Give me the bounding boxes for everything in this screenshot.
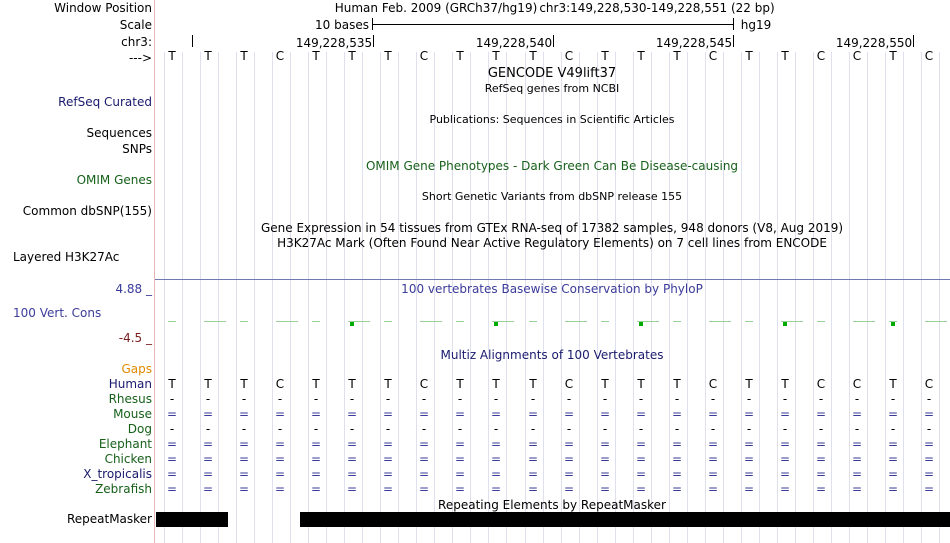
- scale-label: Scale: [119, 18, 152, 32]
- scale-bar-right-tick: [733, 18, 734, 30]
- alignment-base: T: [781, 377, 789, 391]
- window-position-label: Window Position: [54, 1, 152, 15]
- alignment-base: =: [310, 407, 322, 421]
- alignment-base: -: [674, 392, 680, 406]
- alignment-base: =: [238, 482, 250, 496]
- conservation-mark: [709, 321, 731, 322]
- sequence-base: T: [384, 49, 392, 63]
- alignment-base: =: [851, 452, 863, 466]
- alignment-base: C: [924, 377, 934, 391]
- alignment-base: =: [635, 437, 647, 451]
- alignment-base: =: [527, 452, 539, 466]
- alignment-base: -: [241, 422, 247, 436]
- alignment-base: =: [382, 482, 394, 496]
- gencode-track-title[interactable]: GENCODE V49lift37: [487, 66, 617, 81]
- conservation-mark: [276, 321, 298, 322]
- alignment-base: -: [602, 392, 608, 406]
- species-label[interactable]: Mouse: [113, 407, 152, 421]
- alignment-base: -: [566, 422, 572, 436]
- alignment-base: =: [779, 407, 791, 421]
- sequence-base: T: [348, 49, 356, 63]
- alignment-base: =: [166, 467, 178, 481]
- alignment-base: =: [887, 482, 899, 496]
- alignment-base: -: [890, 422, 896, 436]
- alignment-base: =: [887, 452, 899, 466]
- alignment-base: =: [851, 407, 863, 421]
- left-label-divider: [154, 0, 155, 543]
- alignment-base: -: [782, 422, 788, 436]
- alignment-base: C: [816, 377, 826, 391]
- conservation-point: [350, 322, 354, 326]
- species-label[interactable]: Elephant: [98, 437, 152, 451]
- alignment-base: =: [851, 467, 863, 481]
- alignment-base: =: [815, 482, 827, 496]
- alignment-base: =: [563, 437, 575, 451]
- gaps-label[interactable]: Gaps: [121, 362, 152, 376]
- sequence-base: C: [852, 49, 862, 63]
- ruler-label: 149,228,545: [655, 36, 733, 50]
- alignment-base: =: [599, 437, 611, 451]
- alignment-base: =: [202, 437, 214, 451]
- alignment-base: =: [310, 437, 322, 451]
- alignment-base: -: [854, 392, 860, 406]
- conservation-mark: [384, 321, 392, 322]
- alignment-base: =: [779, 452, 791, 466]
- conservation-mark: [745, 321, 753, 322]
- alignment-base: =: [274, 407, 286, 421]
- alignment-base: =: [527, 437, 539, 451]
- phylop-track-title[interactable]: 100 vertebrates Basewise Conservation by PhyloP: [401, 282, 703, 296]
- alignment-base: =: [454, 452, 466, 466]
- alignment-base: =: [346, 437, 358, 451]
- conservation-mark: [817, 321, 825, 322]
- alignment-base: T: [348, 377, 356, 391]
- alignment-base: =: [671, 437, 683, 451]
- alignment-base: =: [418, 437, 430, 451]
- alignment-base: =: [671, 482, 683, 496]
- alignment-base: =: [743, 407, 755, 421]
- conservation-mark: [925, 321, 947, 322]
- grid-line: [326, 52, 327, 543]
- alignment-base: =: [923, 467, 935, 481]
- alignment-base: -: [313, 422, 319, 436]
- alignment-base: =: [743, 467, 755, 481]
- species-label[interactable]: Chicken: [104, 452, 152, 466]
- grid-line: [182, 52, 183, 543]
- position-text: chr3:149,228,530-149,228,551 (22 bp): [539, 1, 775, 15]
- conservation-mark: [420, 321, 442, 322]
- alignment-base: =: [923, 437, 935, 451]
- alignment-base: =: [418, 467, 430, 481]
- alignment-base: =: [527, 482, 539, 496]
- alignment-base: =: [346, 482, 358, 496]
- grid-line: [939, 52, 940, 543]
- sequence-base: T: [637, 49, 645, 63]
- grid-line: [687, 52, 688, 543]
- alignment-base: -: [746, 392, 752, 406]
- alignment-base: =: [274, 452, 286, 466]
- alignment-base: =: [527, 467, 539, 481]
- conservation-mark: [673, 321, 681, 322]
- alignment-base: -: [926, 392, 932, 406]
- alignment-base: =: [202, 467, 214, 481]
- scale-bases-text: 10 bases: [315, 18, 369, 32]
- alignment-base: =: [382, 452, 394, 466]
- alignment-base: T: [240, 377, 248, 391]
- sequence-base: T: [889, 49, 897, 63]
- alignment-base: =: [707, 437, 719, 451]
- ruler-tick: [733, 35, 734, 47]
- alignment-base: -: [782, 392, 788, 406]
- db-name: hg19: [740, 18, 772, 32]
- sequence-base: T: [529, 49, 537, 63]
- alignment-base: =: [166, 437, 178, 451]
- alignment-base: =: [815, 452, 827, 466]
- alignment-base: T: [889, 377, 897, 391]
- alignment-base: =: [454, 482, 466, 496]
- sequence-base: C: [564, 49, 574, 63]
- alignment-base: T: [492, 377, 500, 391]
- alignment-base: =: [238, 452, 250, 466]
- alignment-base: T: [529, 377, 537, 391]
- alignment-base: -: [530, 422, 536, 436]
- publications-track-title[interactable]: Publications: Sequences in Scientific Articles: [429, 113, 675, 126]
- alignment-base: =: [743, 452, 755, 466]
- conservation-mark: [456, 321, 464, 322]
- alignment-base: =: [815, 437, 827, 451]
- sequence-base: T: [240, 49, 248, 63]
- cons-max-label: 4.88 _: [115, 282, 152, 296]
- repeatmasker-label[interactable]: RepeatMasker: [66, 512, 152, 526]
- scale-bar: [372, 24, 733, 25]
- alignment-base: =: [418, 482, 430, 496]
- alignment-base: -: [674, 422, 680, 436]
- scale-bar-left-tick: [372, 18, 373, 30]
- chrom-label: chr3:: [121, 35, 152, 49]
- conservation-point: [494, 322, 498, 326]
- alignment-base: -: [385, 422, 391, 436]
- alignment-base: =: [490, 482, 502, 496]
- alignment-base: -: [638, 392, 644, 406]
- alignment-base: T: [384, 377, 392, 391]
- alignment-base: -: [818, 392, 824, 406]
- vert-cons-label[interactable]: 100 Vert. Cons: [13, 306, 102, 320]
- gtex-track-title[interactable]: Gene Expression in 54 tissues from GTEx RNA-seq of 17382 samples, 948 donors (V8, Aug 2019): [260, 221, 844, 235]
- grid-line: [903, 52, 904, 543]
- alignment-base: =: [490, 452, 502, 466]
- alignment-base: -: [926, 422, 932, 436]
- alignment-base: -: [890, 392, 896, 406]
- species-label[interactable]: Zebrafish: [95, 482, 152, 496]
- alignment-base: =: [635, 452, 647, 466]
- track-separator: [155, 279, 950, 280]
- grid-line: [398, 52, 399, 543]
- cons-min-label: -4.5 _: [118, 331, 152, 345]
- alignment-base: -: [566, 392, 572, 406]
- alignment-base: -: [169, 392, 175, 406]
- alignment-base: =: [851, 437, 863, 451]
- alignment-base: =: [310, 467, 322, 481]
- alignment-base: =: [490, 437, 502, 451]
- alignment-base: =: [166, 482, 178, 496]
- ruler-label: 149,228,540: [475, 36, 553, 50]
- alignment-base: =: [346, 467, 358, 481]
- alignment-base: =: [274, 467, 286, 481]
- refseq-curated-label[interactable]: RefSeq Curated: [58, 95, 152, 109]
- grid-line: [218, 52, 219, 543]
- sequence-base: C: [275, 49, 285, 63]
- alignment-base: =: [382, 467, 394, 481]
- conservation-mark: [240, 321, 248, 322]
- refseq-track-title[interactable]: RefSeq genes from NCBI: [484, 82, 620, 95]
- alignment-base: =: [671, 467, 683, 481]
- species-label[interactable]: X_tropicalis: [83, 467, 152, 481]
- alignment-base: =: [346, 452, 358, 466]
- alignment-base: =: [779, 437, 791, 451]
- alignment-base: =: [887, 467, 899, 481]
- conservation-mark: [529, 321, 537, 322]
- alignment-base: C: [708, 377, 718, 391]
- sequence-base: T: [601, 49, 609, 63]
- alignment-base: -: [313, 392, 319, 406]
- alignment-base: =: [274, 437, 286, 451]
- snps-label[interactable]: SNPs: [122, 142, 152, 156]
- alignment-base: =: [707, 467, 719, 481]
- sequence-base: C: [816, 49, 826, 63]
- ruler-label: 149,228,535: [295, 36, 373, 50]
- alignment-base: =: [454, 467, 466, 481]
- alignment-base: =: [887, 407, 899, 421]
- conservation-point: [783, 322, 787, 326]
- alignment-base: =: [527, 407, 539, 421]
- sequence-base: C: [419, 49, 429, 63]
- alignment-base: -: [349, 422, 355, 436]
- ruler-tick: [553, 35, 554, 47]
- sequence-base: C: [708, 49, 718, 63]
- alignment-base: -: [530, 392, 536, 406]
- alignment-base: =: [166, 452, 178, 466]
- grid-line: [290, 52, 291, 543]
- conservation-point: [639, 322, 643, 326]
- conservation-mark: [565, 321, 587, 322]
- alignment-base: =: [923, 482, 935, 496]
- alignment-base: T: [673, 377, 681, 391]
- alignment-base: -: [710, 392, 716, 406]
- alignment-base: T: [745, 377, 753, 391]
- multiz-track-title[interactable]: Multiz Alignments of 100 Vertebrates: [440, 348, 664, 362]
- grid-line: [831, 52, 832, 543]
- conservation-mark: [312, 321, 320, 322]
- alignment-base: =: [671, 407, 683, 421]
- conservation-point: [891, 322, 895, 326]
- h3k27ac-track-title[interactable]: H3K27Ac Mark (Often Found Near Active Regulatory Elements) on 7 cell lines from ENCODE: [277, 236, 827, 250]
- alignment-base: =: [887, 437, 899, 451]
- alignment-base: =: [743, 482, 755, 496]
- alignment-base: =: [202, 452, 214, 466]
- sequences-label[interactable]: Sequences: [86, 126, 152, 140]
- alignment-base: =: [382, 407, 394, 421]
- grid-line: [723, 52, 724, 543]
- alignment-base: T: [312, 377, 320, 391]
- dbsnp-track-title[interactable]: Short Genetic Variants from dbSNP release 155: [421, 190, 683, 203]
- conservation-mark: [853, 321, 875, 322]
- alignment-base: =: [563, 452, 575, 466]
- omim-track-title[interactable]: OMIM Gene Phenotypes - Dark Green Can Be Disease-causing: [365, 159, 739, 173]
- sequence-base: T: [168, 49, 176, 63]
- layered-h3k27ac-label[interactable]: Layered H3K27Ac: [13, 250, 120, 264]
- sequence-base: C: [924, 49, 934, 63]
- alignment-base: -: [385, 392, 391, 406]
- grid-line: [254, 52, 255, 543]
- alignment-base: -: [277, 392, 283, 406]
- alignment-base: C: [275, 377, 285, 391]
- alignment-base: -: [854, 422, 860, 436]
- species-label[interactable]: Dog: [127, 422, 152, 436]
- alignment-base: =: [238, 467, 250, 481]
- ruler-label: 149,228,550: [835, 36, 913, 50]
- alignment-base: =: [599, 482, 611, 496]
- grid-line: [867, 52, 868, 543]
- sequence-base: T: [781, 49, 789, 63]
- alignment-base: -: [493, 422, 499, 436]
- sequence-base: T: [312, 49, 320, 63]
- alignment-base: =: [707, 482, 719, 496]
- alignment-base: =: [310, 482, 322, 496]
- conservation-mark: [601, 321, 609, 322]
- alignment-base: =: [238, 437, 250, 451]
- alignment-base: =: [563, 407, 575, 421]
- alignment-base: =: [779, 482, 791, 496]
- alignment-base: =: [743, 437, 755, 451]
- alignment-base: =: [346, 407, 358, 421]
- alignment-base: =: [851, 482, 863, 496]
- alignment-base: -: [169, 422, 175, 436]
- conservation-mark: [204, 321, 226, 322]
- alignment-base: =: [923, 452, 935, 466]
- alignment-base: C: [564, 377, 574, 391]
- alignment-base: -: [457, 422, 463, 436]
- alignment-base: -: [349, 392, 355, 406]
- repeat-element[interactable]: [156, 512, 228, 527]
- repeatmasker-track-title[interactable]: Repeating Elements by RepeatMasker: [438, 498, 666, 512]
- alignment-base: -: [638, 422, 644, 436]
- alignment-base: -: [421, 392, 427, 406]
- species-label[interactable]: Rhesus: [108, 392, 152, 406]
- alignment-base: -: [818, 422, 824, 436]
- strand-label[interactable]: --->: [128, 51, 152, 65]
- alignment-base: =: [635, 467, 647, 481]
- ruler-tick: [373, 35, 374, 47]
- alignment-base: =: [599, 467, 611, 481]
- alignment-base: =: [707, 407, 719, 421]
- alignment-base: -: [746, 422, 752, 436]
- alignment-base: =: [310, 452, 322, 466]
- alignment-base: =: [599, 452, 611, 466]
- alignment-base: -: [493, 392, 499, 406]
- repeat-element[interactable]: [300, 512, 950, 527]
- alignment-base: C: [419, 377, 429, 391]
- alignment-base: =: [454, 437, 466, 451]
- sequence-base: T: [456, 49, 464, 63]
- common-dbsnp-label[interactable]: Common dbSNP(155): [22, 204, 152, 218]
- sequence-base: T: [204, 49, 212, 63]
- alignment-base: T: [456, 377, 464, 391]
- alignment-base: -: [277, 422, 283, 436]
- alignment-base: -: [457, 392, 463, 406]
- alignment-base: -: [602, 422, 608, 436]
- alignment-base: =: [238, 407, 250, 421]
- sequence-base: T: [745, 49, 753, 63]
- conservation-mark: [168, 321, 176, 322]
- alignment-base: =: [707, 452, 719, 466]
- alignment-base: T: [637, 377, 645, 391]
- alignment-base: -: [205, 422, 211, 436]
- alignment-base: T: [601, 377, 609, 391]
- alignment-base: =: [202, 482, 214, 496]
- alignment-base: =: [563, 467, 575, 481]
- alignment-base: =: [923, 407, 935, 421]
- alignment-base: =: [779, 467, 791, 481]
- alignment-base: =: [490, 467, 502, 481]
- alignment-base: =: [202, 407, 214, 421]
- alignment-base: C: [852, 377, 862, 391]
- ruler-tick: [192, 35, 193, 47]
- alignment-base: =: [635, 482, 647, 496]
- alignment-base: =: [274, 482, 286, 496]
- grid-line: [795, 52, 796, 543]
- alignment-base: =: [815, 407, 827, 421]
- alignment-base: =: [454, 407, 466, 421]
- alignment-base: -: [421, 422, 427, 436]
- alignment-base: =: [418, 452, 430, 466]
- alignment-base: =: [635, 407, 647, 421]
- alignment-base: =: [815, 467, 827, 481]
- alignment-base: T: [168, 377, 176, 391]
- grid-line: [362, 52, 363, 543]
- species-label[interactable]: Human: [108, 377, 152, 391]
- alignment-base: =: [563, 482, 575, 496]
- omim-genes-label[interactable]: OMIM Genes: [76, 173, 152, 187]
- alignment-base: =: [166, 407, 178, 421]
- alignment-base: =: [382, 437, 394, 451]
- alignment-base: =: [599, 407, 611, 421]
- alignment-base: =: [671, 452, 683, 466]
- alignment-base: =: [490, 407, 502, 421]
- sequence-base: T: [673, 49, 681, 63]
- alignment-base: -: [241, 392, 247, 406]
- alignment-base: -: [205, 392, 211, 406]
- sequence-base: T: [492, 49, 500, 63]
- alignment-base: =: [418, 407, 430, 421]
- alignment-base: T: [204, 377, 212, 391]
- grid-line: [759, 52, 760, 543]
- alignment-base: -: [710, 422, 716, 436]
- ruler-tick: [913, 35, 914, 47]
- assembly-text: Human Feb. 2009 (GRCh37/hg19): [334, 1, 538, 15]
